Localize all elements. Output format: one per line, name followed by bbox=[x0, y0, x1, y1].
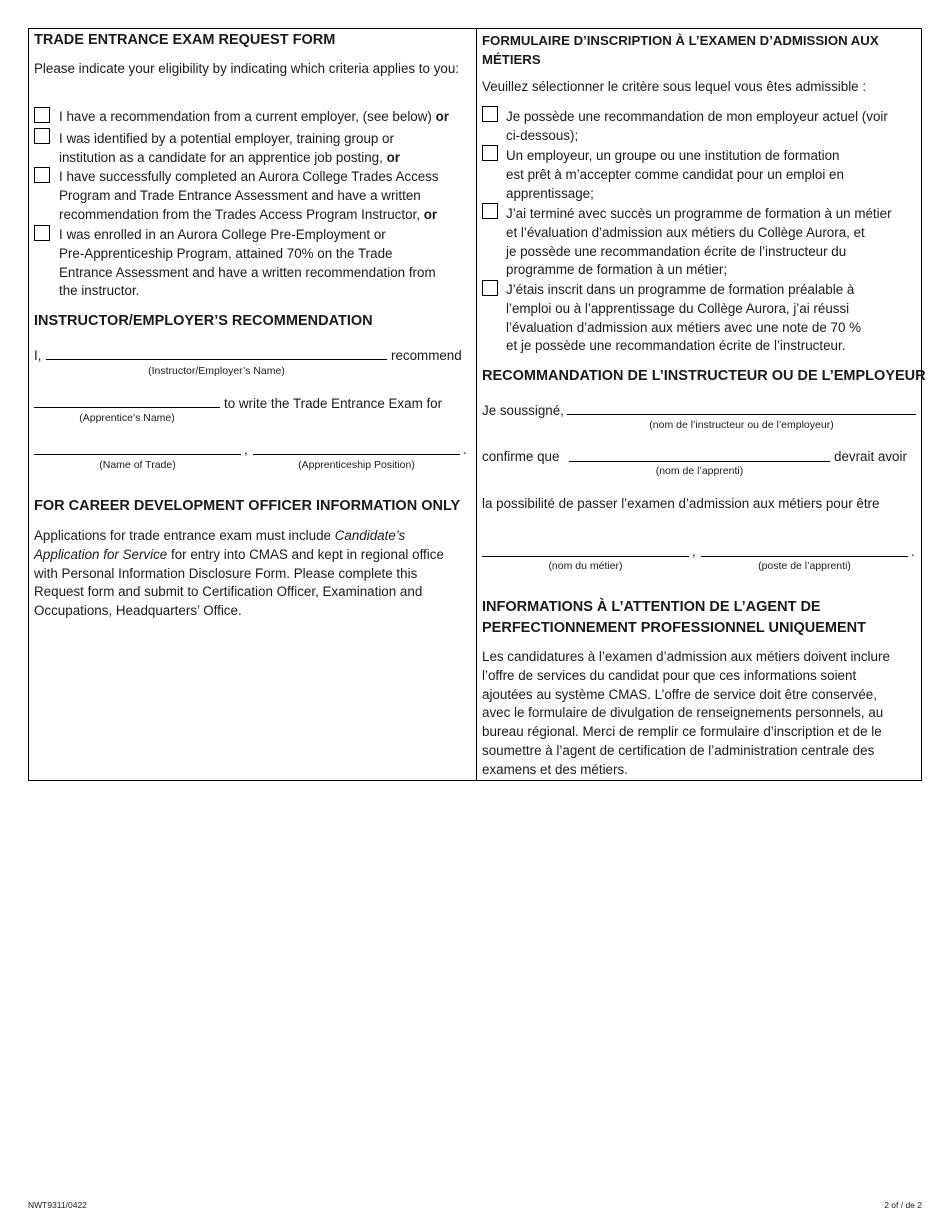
fr-title: FORMULAIRE D’INSCRIPTION À L’EXAMEN D’ADMISSION AUX MÉTIERS bbox=[482, 33, 879, 67]
fr-confirm-label: confirme que bbox=[482, 449, 560, 464]
fr-checkbox-trades-access[interactable] bbox=[482, 203, 498, 219]
en-apprenticeship-position-field[interactable] bbox=[253, 454, 460, 455]
fr-instructor-name-field[interactable] bbox=[567, 414, 916, 415]
fr-option-1: Je possède une recommandation de mon employeur actuel (voir ci-dessous); bbox=[506, 109, 888, 143]
column-divider bbox=[476, 29, 477, 780]
en-period: . bbox=[463, 442, 467, 457]
en-officer-heading: FOR CAREER DEVELOPMENT OFFICER INFORMATION ONLY bbox=[34, 498, 461, 514]
en-apprentice-name-field[interactable] bbox=[34, 407, 220, 408]
en-title: TRADE ENTRANCE EXAM REQUEST FORM bbox=[34, 32, 336, 48]
fr-apprenticeship-position-field[interactable] bbox=[701, 556, 908, 557]
fr-officer-heading: INFORMATIONS À L’ATTENTION DE L’AGENT DE PERFECTIONNEMENT PROFESSIONNEL UNIQUEMENT bbox=[482, 599, 867, 636]
fr-devrait-label: devrait avoir bbox=[834, 449, 907, 464]
en-instructor-name-field[interactable] bbox=[46, 359, 387, 360]
fr-possibility-text: la possibilité de passer l’examen d’admission aux métiers pour être bbox=[482, 496, 880, 511]
fr-intro: Veuillez sélectionner le critère sous lequel vous êtes admissible : bbox=[482, 79, 867, 94]
fr-officer-text: Les candidatures à l’examen d’admission aux métiers doivent inclure l’offre de services du candidat pour que ces informations soient ajoutées au système CMAS. L’offre de service doit être conservée, avec le formulaire de divulgation de renseignements personnels, au bureau régional. Merci de remplir ce formulaire d’inscription et de le soumettre à l’agent de certification de l’administration centrale des examens et des métiers. bbox=[482, 649, 890, 777]
en-option-2: I was identified by a potential employer, training group or institution as a candidate for an apprentice job posting, or bbox=[59, 131, 400, 165]
fr-instructor-caption: (nom de l’instructeur ou de l’employeur) bbox=[649, 419, 834, 431]
en-recommend-label: recommend bbox=[391, 348, 462, 363]
fr-checkbox-pre-employment[interactable] bbox=[482, 280, 498, 296]
fr-apprentice-name-field[interactable] bbox=[569, 461, 830, 462]
fr-option-2: Un employeur, un groupe ou une institution de formation est prêt à m’accepter comme candidat pour un emploi en apprentissage; bbox=[506, 148, 844, 201]
en-apprentice-caption: (Apprentice’s Name) bbox=[79, 412, 175, 424]
fr-je-label: Je soussigné, bbox=[482, 403, 564, 418]
fr-option-3: J’ai terminé avec succès un programme de formation à un métier et l’évaluation d’admission aux métiers du Collège Aurora, et je possède une recommandation écrite de l’instructeur du programme de formation à un métier; bbox=[506, 206, 892, 278]
en-officer-text: Applications for trade entrance exam must include Candidate’s Application for Service for entry into CMAS and kept in regional office with Personal Information Disclosure Form. Please complete this Request form and submit to Certification Officer, Examination and Occupations, Headquarters’ Office. bbox=[34, 528, 444, 619]
fr-checkbox-employer-recommendation[interactable] bbox=[482, 106, 498, 122]
fr-position-caption: (poste de l’apprenti) bbox=[758, 560, 851, 572]
en-option-4: I was enrolled in an Aurora College Pre-Employment or Pre-Apprenticeship Program, attained 70% on the Trade Entrance Assessment and have a written recommendation from the instructor. bbox=[59, 227, 436, 299]
form-code: NWT9311/0422 bbox=[28, 1200, 87, 1210]
fr-trade-name-field[interactable] bbox=[482, 556, 689, 557]
en-checkbox-pre-employment[interactable] bbox=[34, 225, 50, 241]
en-instructor-caption: (Instructor/Employer’s Name) bbox=[148, 365, 285, 377]
en-option-1: I have a recommendation from a current employer, (see below) or bbox=[59, 109, 450, 124]
en-write-label: to write the Trade Entrance Exam for bbox=[224, 396, 443, 411]
fr-checkbox-potential-employer[interactable] bbox=[482, 145, 498, 161]
fr-comma: , bbox=[692, 544, 696, 559]
en-trade-name-field[interactable] bbox=[34, 454, 241, 455]
en-option-3: I have successfully completed an Aurora College Trades Access Program and Trade Entrance Assessment and have a written recommendation from the Trades Access Program Instructor, or bbox=[59, 169, 439, 222]
en-comma: , bbox=[244, 442, 248, 457]
en-checkbox-potential-employer[interactable] bbox=[34, 128, 50, 144]
fr-period: . bbox=[911, 544, 915, 559]
fr-recommendation-heading: RECOMMANDATION DE L’INSTRUCTEUR OU DE L’EMPLOYEUR bbox=[482, 368, 926, 384]
en-recommendation-heading: INSTRUCTOR/EMPLOYER’S RECOMMENDATION bbox=[34, 313, 373, 329]
en-intro: Please indicate your eligibility by indicating which criteria applies to you: bbox=[34, 61, 460, 76]
en-position-caption: (Apprenticeship Position) bbox=[298, 459, 415, 471]
fr-option-4: J’étais inscrit dans un programme de formation préalable à l’emploi ou à l’apprentissage du Collège Aurora, j’ai réussi l’évaluation d’admission aux métiers avec une note de 70 % et je possède une recommandation écrite de l’instructeur. bbox=[506, 282, 862, 354]
en-trade-caption: (Name of Trade) bbox=[99, 459, 176, 471]
page-number: 2 of / de 2 bbox=[884, 1200, 922, 1210]
fr-trade-caption: (nom du métier) bbox=[548, 560, 623, 572]
fr-apprentice-caption: (nom de l’apprenti) bbox=[655, 465, 744, 477]
en-checkbox-employer-recommendation[interactable] bbox=[34, 107, 50, 123]
en-i-label: I, bbox=[34, 348, 42, 363]
en-checkbox-trades-access[interactable] bbox=[34, 167, 50, 183]
